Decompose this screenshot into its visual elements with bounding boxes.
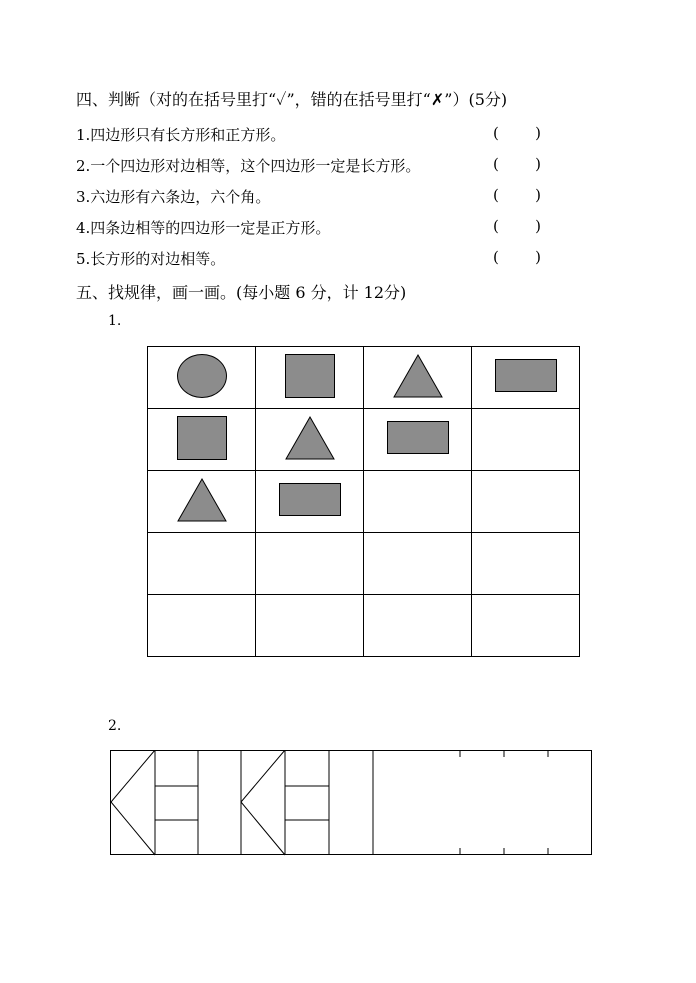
grid-cell[interactable] xyxy=(148,533,256,595)
answer-paren-3[interactable]: ( ) xyxy=(493,186,541,204)
section5-heading: 五、找规律，画一画。(每小题 6 分，计 12分) xyxy=(76,283,407,302)
grid-cell xyxy=(364,409,472,471)
answer-paren-2[interactable]: ( ) xyxy=(493,155,541,173)
rectangle-shape xyxy=(387,421,449,454)
answer-paren-5[interactable]: ( ) xyxy=(493,248,541,266)
grid-cell[interactable] xyxy=(472,409,580,471)
answer-paren-4[interactable]: ( ) xyxy=(493,217,541,235)
rectangle-shape xyxy=(279,483,341,516)
grid-cell xyxy=(256,409,364,471)
grid-cell[interactable] xyxy=(472,471,580,533)
judgment-item-5: 5.长方形的对边相等。 xyxy=(76,250,226,268)
arrow-chevron-2 xyxy=(241,750,285,855)
grid-cell[interactable] xyxy=(364,595,472,657)
judgment-item-3: 3.六边形有六条边，六个角。 xyxy=(76,188,271,206)
grid-cell xyxy=(148,471,256,533)
question-2-label: 2. xyxy=(108,718,122,734)
pattern-grid xyxy=(147,346,580,657)
triangle-shape xyxy=(285,416,335,460)
grid-cell[interactable] xyxy=(256,595,364,657)
question-1-label: 1. xyxy=(108,313,122,329)
circle-shape xyxy=(177,354,227,398)
grid-cell xyxy=(256,471,364,533)
grid-cell xyxy=(364,347,472,409)
section4-heading: 四、判断（对的在括号里打“✓”，错的在括号里打“✗”）(5分) xyxy=(76,90,508,109)
arrow-chevron-1 xyxy=(111,750,155,855)
judgment-item-2: 2.一个四边形对边相等，这个四边形一定是长方形。 xyxy=(76,157,421,175)
grid-cell xyxy=(148,347,256,409)
grid-cell[interactable] xyxy=(256,533,364,595)
grid-cell xyxy=(148,409,256,471)
grid-cell[interactable] xyxy=(364,533,472,595)
grid-cell[interactable] xyxy=(472,595,580,657)
grid-cell[interactable] xyxy=(148,595,256,657)
strip-frame xyxy=(111,751,592,855)
answer-paren-1[interactable]: ( ) xyxy=(493,124,541,142)
triangle-shape xyxy=(177,478,227,522)
judgment-item-4: 4.四条边相等的四边形一定是正方形。 xyxy=(76,219,331,237)
grid-cell[interactable] xyxy=(472,533,580,595)
grid-cell[interactable] xyxy=(364,471,472,533)
square-shape xyxy=(285,354,335,398)
triangle-shape xyxy=(393,354,443,398)
grid-cell xyxy=(256,347,364,409)
grid-cell xyxy=(472,347,580,409)
square-shape xyxy=(177,416,227,460)
pattern-strip xyxy=(110,750,593,857)
judgment-item-1: 1.四边形只有长方形和正方形。 xyxy=(76,126,286,144)
rectangle-shape xyxy=(495,359,557,392)
